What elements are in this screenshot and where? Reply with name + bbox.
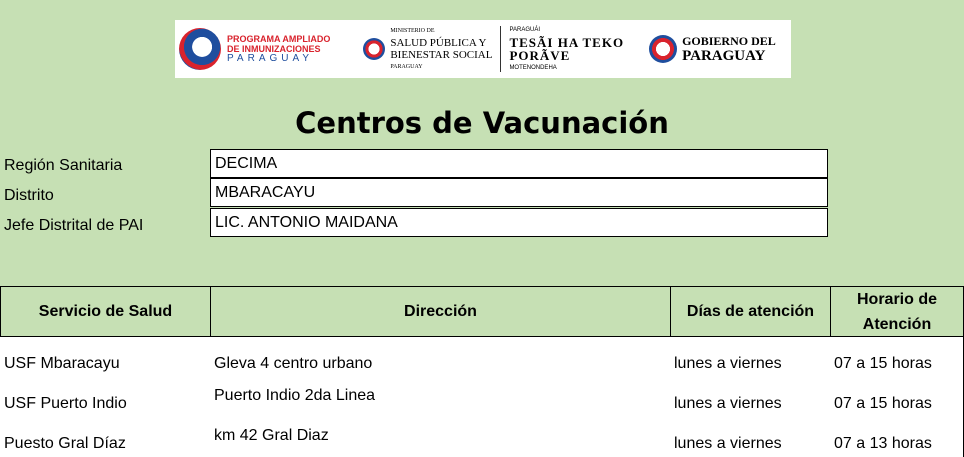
region-label: Región Sanitaria bbox=[4, 157, 123, 174]
ministry-small: MINISTERIO DE bbox=[390, 28, 435, 34]
government-line2: PARAGUAY bbox=[682, 48, 766, 64]
table-cell: Puerto Indio 2da Linea bbox=[210, 376, 671, 416]
slogan-small2: MOTENONDEHA bbox=[509, 65, 557, 71]
ministry-seal-icon bbox=[363, 38, 385, 60]
table-cell: Puesto Gral Díaz bbox=[0, 415, 211, 457]
page-title: Centros de Vacunación bbox=[295, 106, 669, 140]
table-cell: lunes a viernes bbox=[670, 337, 831, 377]
district-label: Distrito bbox=[4, 187, 54, 204]
table-cell: USF Puerto Indio bbox=[0, 376, 211, 416]
ministry-line2: BIENESTAR SOCIAL bbox=[390, 49, 493, 61]
banner-divider bbox=[500, 26, 501, 72]
slogan-line1: TESÃI HA TEKO bbox=[509, 35, 625, 50]
region-value[interactable]: DECIMA bbox=[210, 149, 828, 178]
ministry-small2: PARAGUAY bbox=[390, 64, 423, 70]
header-service: Servicio de Salud bbox=[0, 286, 211, 337]
header-hours: Horario de Atención bbox=[830, 286, 964, 337]
government-logo bbox=[644, 34, 776, 64]
ministry-line1: SALUD PÚBLICA Y bbox=[390, 37, 487, 49]
pai-logo bbox=[179, 28, 330, 70]
district-value[interactable]: MBARACAYU bbox=[210, 178, 828, 207]
table-cell: lunes a viernes bbox=[670, 415, 831, 457]
slogan-small: PARAGUÁI bbox=[509, 27, 540, 33]
slogan-line2: PORÃVE bbox=[509, 48, 571, 63]
pai-swirl-icon bbox=[179, 28, 221, 70]
table-cell: 07 a 15 horas bbox=[830, 376, 964, 416]
pai-line1: PROGRAMA AMPLIADO bbox=[227, 34, 331, 44]
logo-banner bbox=[175, 20, 791, 78]
table-cell: 07 a 15 horas bbox=[830, 337, 964, 377]
government-seal-icon bbox=[649, 35, 677, 63]
table-cell: km 42 Gral Diaz bbox=[210, 415, 671, 457]
government-line1: GOBIERNO DEL bbox=[682, 34, 776, 48]
table-cell: Gleva 4 centro urbano bbox=[210, 337, 671, 377]
chief-label: Jefe Distrital de PAI bbox=[4, 217, 144, 234]
pai-line2: DE INMUNIZACIONES bbox=[227, 44, 321, 54]
chief-value[interactable]: LIC. ANTONIO MAIDANA bbox=[210, 208, 828, 237]
table-cell: 07 a 13 horas bbox=[830, 415, 964, 457]
header-address: Dirección bbox=[210, 286, 671, 337]
header-days: Días de atención bbox=[670, 286, 831, 337]
slogan-logo bbox=[509, 24, 624, 74]
table-cell: USF Mbaracayu bbox=[0, 337, 211, 377]
ministry-logo bbox=[358, 25, 492, 73]
table-cell: lunes a viernes bbox=[670, 376, 831, 416]
pai-line3: PARAGUAY bbox=[227, 53, 314, 64]
